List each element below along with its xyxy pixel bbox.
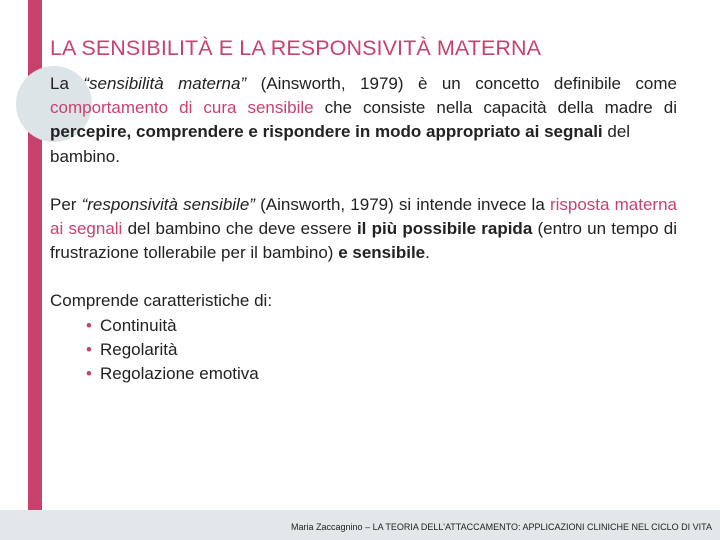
p2-text: .: [425, 243, 430, 263]
list-item: • Continuità: [86, 314, 677, 338]
p1-text: del: [602, 122, 631, 142]
p2-highlight: risposta materna ai segnali: [50, 194, 677, 239]
p2-text: (entro un tempo di frustrazione tollerabile per il bambino): [50, 219, 678, 263]
footer-bar: [0, 510, 720, 540]
p1-text: (Ainsworth, 1979) è un concetto definibile come: [246, 74, 678, 93]
p1-text: La: [50, 74, 84, 93]
list-item: • Regolarità: [86, 338, 677, 362]
list-item: • Regolazione emotiva: [86, 362, 677, 386]
p1-term: “sensibilità materna”: [83, 74, 247, 93]
p3-intro: Comprende caratteristiche di:: [50, 291, 273, 311]
paragraph-sensibilita: [50, 72, 677, 169]
p1-text: bambino.: [50, 146, 120, 166]
paragraph-caratteristiche: [50, 289, 677, 313]
p2-text: Per: [50, 194, 82, 214]
p1-text: che consiste nella capacità della madre di: [313, 98, 678, 118]
p2-bold: il più possibile rapida: [356, 219, 533, 239]
p2-term: “responsività sensibile”: [81, 194, 255, 214]
footer-text: Maria Zaccagnino – LA TEORIA DELL’ATTACCAMENTO: APPLICAZIONI CLINICHE NEL CICLO DI VITA: [291, 522, 712, 532]
p2-text: del bambino che deve essere: [122, 219, 357, 239]
slide-content: [50, 72, 677, 386]
p1-highlight: comportamento di cura sensibile: [50, 98, 314, 118]
characteristics-list: [50, 314, 677, 387]
p1-bold: percepire, comprendere e rispondere in modo appropriato ai segnali: [50, 122, 603, 142]
paragraph-responsivita: [50, 193, 677, 266]
p2-text: (Ainsworth, 1979) si intende invece la: [254, 194, 550, 214]
p2-bold: e sensibile: [338, 243, 426, 263]
slide-title: LA SENSIBILITÀ E LA RESPONSIVITÀ MATERNA: [50, 36, 542, 60]
